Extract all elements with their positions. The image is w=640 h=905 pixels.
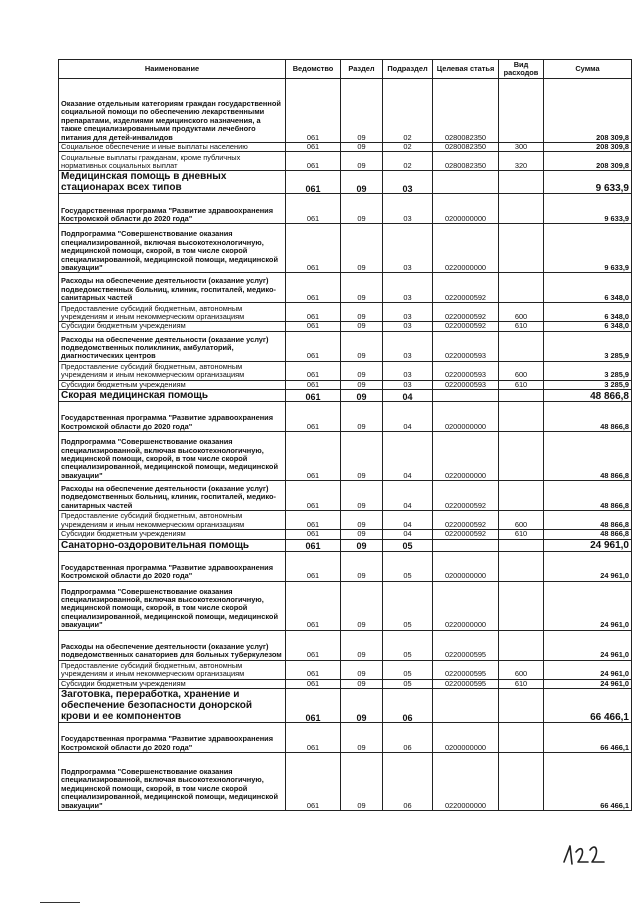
cell-section: 09	[341, 402, 383, 432]
table-row	[59, 432, 632, 481]
cell-section: 09	[341, 171, 383, 194]
table-row	[59, 581, 632, 630]
cell-subsection: 03	[383, 171, 433, 194]
cell-target: 0220000593	[433, 331, 499, 361]
cell-subsection: 06	[383, 689, 433, 723]
cell-dept: 061	[286, 551, 341, 581]
cell-dept: 061	[286, 679, 341, 688]
cell-target: 0200000000	[433, 551, 499, 581]
cell-kind	[499, 390, 544, 402]
cell-section: 09	[341, 380, 383, 389]
cell-name: Субсидии бюджетным учреждениям	[59, 679, 286, 688]
cell-target: 0220000000	[433, 581, 499, 630]
cell-kind	[499, 432, 544, 481]
cell-sum: 24 961,0	[544, 679, 632, 688]
cell-section: 09	[341, 331, 383, 361]
table-row	[59, 380, 632, 389]
cell-kind: 610	[499, 380, 544, 389]
cell-section: 09	[341, 551, 383, 581]
cell-section: 09	[341, 143, 383, 152]
cell-sum: 48 866,8	[544, 432, 632, 481]
cell-name: Государственная программа "Развитие здравоохранения Костромской области до 2020 года"	[59, 551, 286, 581]
cell-dept: 061	[286, 303, 341, 322]
cell-subsection: 05	[383, 581, 433, 630]
cell-sum: 3 285,9	[544, 380, 632, 389]
cell-name: Оказание отдельным категориям граждан государственной социальной помощи по обеспечению лекарственными препаратами, изделиями медицинского назначения, а также специализированными продуктами лечебного питания для детей-инвалидов	[59, 79, 286, 143]
cell-section: 09	[341, 152, 383, 171]
cell-section: 09	[341, 723, 383, 753]
cell-subsection: 03	[383, 331, 433, 361]
table-row	[59, 539, 632, 551]
cell-target: 0220000592	[433, 511, 499, 530]
cell-subsection: 06	[383, 753, 433, 811]
cell-section: 09	[341, 539, 383, 551]
cell-section: 09	[341, 660, 383, 679]
cell-sum: 9 633,9	[544, 194, 632, 224]
header-name: Наименование	[59, 60, 286, 79]
cell-sum: 24 961,0	[544, 539, 632, 551]
cell-kind	[499, 171, 544, 194]
header-section: Раздел	[341, 60, 383, 79]
table-row	[59, 679, 632, 688]
cell-subsection: 03	[383, 224, 433, 273]
cell-dept: 061	[286, 79, 341, 143]
cell-name: Подпрограмма "Совершенствование оказания специализированной, включая высокотехнологичную, медицинской помощи, скорой, в том числе скорой специализированной, медицинской помощи, медицинской эвакуации"	[59, 753, 286, 811]
table-row	[59, 361, 632, 380]
cell-sum: 48 866,8	[544, 390, 632, 402]
cell-subsection: 02	[383, 152, 433, 171]
table-row	[59, 79, 632, 143]
cell-kind	[499, 551, 544, 581]
cell-sum: 48 866,8	[544, 481, 632, 511]
cell-subsection: 02	[383, 143, 433, 152]
cell-subsection: 05	[383, 679, 433, 688]
cell-sum: 9 633,9	[544, 224, 632, 273]
cell-sum: 6 348,0	[544, 273, 632, 303]
cell-name: Предоставление субсидий бюджетным, автономным учреждениям и иным некоммерческим организациям	[59, 511, 286, 530]
cell-sum: 24 961,0	[544, 581, 632, 630]
cell-name: Государственная программа "Развитие здравоохранения Костромской области до 2020 года"	[59, 194, 286, 224]
table-row	[59, 273, 632, 303]
cell-subsection: 05	[383, 660, 433, 679]
cell-name: Скорая медицинская помощь	[59, 390, 286, 402]
header-subsection: Подраздел	[383, 60, 433, 79]
cell-dept: 061	[286, 432, 341, 481]
cell-subsection: 05	[383, 539, 433, 551]
table-row	[59, 530, 632, 539]
cell-target: 0200000000	[433, 402, 499, 432]
cell-dept: 061	[286, 753, 341, 811]
cell-dept: 061	[286, 322, 341, 331]
cell-section: 09	[341, 303, 383, 322]
cell-sum: 48 866,8	[544, 402, 632, 432]
cell-name: Социальные выплаты гражданам, кроме публичных нормативных социальных выплат	[59, 152, 286, 171]
cell-dept: 061	[286, 194, 341, 224]
table-row	[59, 660, 632, 679]
cell-dept: 061	[286, 171, 341, 194]
cell-sum: 48 866,8	[544, 511, 632, 530]
cell-name: Санаторно-оздоровительная помощь	[59, 539, 286, 551]
cell-kind	[499, 331, 544, 361]
cell-target: 0220000592	[433, 303, 499, 322]
cell-kind: 610	[499, 679, 544, 688]
cell-subsection: 04	[383, 511, 433, 530]
cell-kind: 600	[499, 660, 544, 679]
cell-dept: 061	[286, 630, 341, 660]
table-row	[59, 152, 632, 171]
header-kind: Вид расходов	[499, 60, 544, 79]
cell-target: 0220000595	[433, 660, 499, 679]
cell-kind	[499, 753, 544, 811]
table-row	[59, 689, 632, 723]
cell-dept: 061	[286, 660, 341, 679]
cell-name: Субсидии бюджетным учреждениям	[59, 530, 286, 539]
table-row	[59, 402, 632, 432]
cell-target: 0220000592	[433, 273, 499, 303]
cell-name: Подпрограмма "Совершенствование оказания специализированной, включая высокотехнологичную, медицинской помощи, скорой, в том числе скорой специализированной, медицинской помощи, медицинской эвакуации"	[59, 581, 286, 630]
cell-kind: 600	[499, 511, 544, 530]
cell-target	[433, 539, 499, 551]
table-row	[59, 171, 632, 194]
cell-name: Субсидии бюджетным учреждениям	[59, 322, 286, 331]
cell-sum: 66 466,1	[544, 723, 632, 753]
table-row	[59, 481, 632, 511]
cell-subsection: 04	[383, 530, 433, 539]
cell-section: 09	[341, 79, 383, 143]
cell-dept: 061	[286, 511, 341, 530]
cell-kind: 320	[499, 152, 544, 171]
cell-subsection: 02	[383, 79, 433, 143]
table-row	[59, 143, 632, 152]
cell-name: Предоставление субсидий бюджетным, автономным учреждениям и иным некоммерческим организациям	[59, 303, 286, 322]
cell-target: 0280082350	[433, 152, 499, 171]
cell-kind: 300	[499, 143, 544, 152]
cell-kind	[499, 630, 544, 660]
cell-name: Заготовка, переработка, хранение и обеспечение безопасности донорской крови и ее компонентов	[59, 689, 286, 723]
cell-kind: 600	[499, 361, 544, 380]
cell-target: 0220000595	[433, 679, 499, 688]
cell-section: 09	[341, 511, 383, 530]
header-dept: Ведомство	[286, 60, 341, 79]
cell-section: 09	[341, 481, 383, 511]
cell-name: Расходы на обеспечение деятельности (оказание услуг) подведомственных больниц, клиник, госпиталей, медико-санитарных частей	[59, 273, 286, 303]
cell-kind	[499, 79, 544, 143]
cell-section: 09	[341, 224, 383, 273]
cell-sum: 6 348,0	[544, 322, 632, 331]
table-row	[59, 551, 632, 581]
cell-name: Государственная программа "Развитие здравоохранения Костромской области до 2020 года"	[59, 723, 286, 753]
cell-kind: 610	[499, 322, 544, 331]
cell-name: Подпрограмма "Совершенствование оказания специализированной, включая высокотехнологичную, медицинской помощи, скорой, в том числе скорой специализированной, медицинской помощи, медицинской эвакуации"	[59, 224, 286, 273]
budget-document	[58, 59, 631, 811]
cell-target	[433, 171, 499, 194]
cell-sum: 6 348,0	[544, 303, 632, 322]
cell-target: 0280082350	[433, 79, 499, 143]
cell-dept: 061	[286, 723, 341, 753]
cell-section: 09	[341, 581, 383, 630]
cell-name: Государственная программа "Развитие здравоохранения Костромской области до 2020 года"	[59, 402, 286, 432]
cell-kind	[499, 723, 544, 753]
cell-sum: 3 285,9	[544, 361, 632, 380]
cell-kind	[499, 224, 544, 273]
cell-sum: 66 466,1	[544, 753, 632, 811]
cell-target: 0220000595	[433, 630, 499, 660]
page-number-handwritten	[560, 838, 610, 868]
cell-subsection: 03	[383, 303, 433, 322]
cell-sum: 24 961,0	[544, 630, 632, 660]
table-row	[59, 303, 632, 322]
cell-name: Социальное обеспечение и иные выплаты населению	[59, 143, 286, 152]
cell-dept: 061	[286, 331, 341, 361]
cell-target: 0220000000	[433, 224, 499, 273]
cell-target	[433, 689, 499, 723]
cell-sum: 208 309,8	[544, 143, 632, 152]
cell-section: 09	[341, 432, 383, 481]
cell-target: 0220000000	[433, 432, 499, 481]
cell-target: 0200000000	[433, 723, 499, 753]
cell-target: 0200000000	[433, 194, 499, 224]
cell-section: 09	[341, 753, 383, 811]
cell-subsection: 03	[383, 322, 433, 331]
cell-kind	[499, 689, 544, 723]
cell-section: 09	[341, 361, 383, 380]
cell-kind: 600	[499, 303, 544, 322]
cell-name: Предоставление субсидий бюджетным, автономным учреждениям и иным некоммерческим организациям	[59, 361, 286, 380]
cell-sum: 48 866,8	[544, 530, 632, 539]
cell-dept: 061	[286, 539, 341, 551]
cell-name: Медицинская помощь в дневных стационарах всех типов	[59, 171, 286, 194]
table-row	[59, 753, 632, 811]
table-row	[59, 224, 632, 273]
header-row	[59, 60, 632, 79]
cell-subsection: 05	[383, 551, 433, 581]
cell-name: Расходы на обеспечение деятельности (оказание услуг) подведомственных больниц, клиник, госпиталей, медико-санитарных частей	[59, 481, 286, 511]
cell-name: Расходы на обеспечение деятельности (оказание услуг) подведомственных поликлиник, амбулаторий, диагностических центров	[59, 331, 286, 361]
cell-dept: 061	[286, 380, 341, 389]
cell-subsection: 03	[383, 273, 433, 303]
cell-target: 0220000592	[433, 322, 499, 331]
cell-kind	[499, 194, 544, 224]
table-row	[59, 723, 632, 753]
cell-kind	[499, 539, 544, 551]
cell-dept: 061	[286, 361, 341, 380]
cell-sum: 208 309,8	[544, 152, 632, 171]
table-row	[59, 511, 632, 530]
cell-target: 0220000593	[433, 380, 499, 389]
cell-sum: 66 466,1	[544, 689, 632, 723]
cell-dept: 061	[286, 402, 341, 432]
cell-dept: 061	[286, 481, 341, 511]
table-row	[59, 331, 632, 361]
cell-sum: 24 961,0	[544, 551, 632, 581]
table-row	[59, 322, 632, 331]
cell-dept: 061	[286, 152, 341, 171]
cell-section: 09	[341, 390, 383, 402]
cell-kind	[499, 273, 544, 303]
budget-table	[58, 59, 632, 811]
cell-dept: 061	[286, 581, 341, 630]
cell-subsection: 04	[383, 481, 433, 511]
cell-subsection: 03	[383, 361, 433, 380]
cell-sum: 208 309,8	[544, 79, 632, 143]
cell-section: 09	[341, 630, 383, 660]
cell-name: Подпрограмма "Совершенствование оказания специализированной, включая высокотехнологичную, медицинской помощи, скорой, в том числе скорой специализированной, медицинской помощи, медицинской эвакуации"	[59, 432, 286, 481]
cell-dept: 061	[286, 689, 341, 723]
cell-dept: 061	[286, 273, 341, 303]
cell-kind	[499, 581, 544, 630]
footer-rule	[40, 902, 80, 903]
cell-dept: 061	[286, 390, 341, 402]
cell-section: 09	[341, 322, 383, 331]
cell-dept: 061	[286, 143, 341, 152]
cell-target: 0220000592	[433, 530, 499, 539]
table-row	[59, 390, 632, 402]
cell-subsection: 03	[383, 194, 433, 224]
table-row	[59, 194, 632, 224]
cell-sum: 3 285,9	[544, 331, 632, 361]
cell-subsection: 03	[383, 380, 433, 389]
cell-section: 09	[341, 530, 383, 539]
cell-section: 09	[341, 679, 383, 688]
cell-name: Предоставление субсидий бюджетным, автономным учреждениям и иным некоммерческим организациям	[59, 660, 286, 679]
cell-kind: 610	[499, 530, 544, 539]
cell-dept: 061	[286, 224, 341, 273]
cell-target: 0280082350	[433, 143, 499, 152]
cell-dept: 061	[286, 530, 341, 539]
cell-kind	[499, 402, 544, 432]
header-target: Целевая статья	[433, 60, 499, 79]
cell-subsection: 06	[383, 723, 433, 753]
cell-sum: 9 633,9	[544, 171, 632, 194]
table-row	[59, 630, 632, 660]
cell-target: 0220000593	[433, 361, 499, 380]
cell-subsection: 04	[383, 432, 433, 481]
cell-subsection: 05	[383, 630, 433, 660]
cell-section: 09	[341, 273, 383, 303]
cell-target	[433, 390, 499, 402]
cell-name: Расходы на обеспечение деятельности (оказание услуг) подведомственных санаториев для больных туберкулезом	[59, 630, 286, 660]
header-sum: Сумма	[544, 60, 632, 79]
cell-subsection: 04	[383, 402, 433, 432]
cell-name: Субсидии бюджетным учреждениям	[59, 380, 286, 389]
cell-section: 09	[341, 689, 383, 723]
cell-kind	[499, 481, 544, 511]
cell-target: 0220000592	[433, 481, 499, 511]
cell-subsection: 04	[383, 390, 433, 402]
cell-section: 09	[341, 194, 383, 224]
cell-sum: 24 961,0	[544, 660, 632, 679]
cell-target: 0220000000	[433, 753, 499, 811]
